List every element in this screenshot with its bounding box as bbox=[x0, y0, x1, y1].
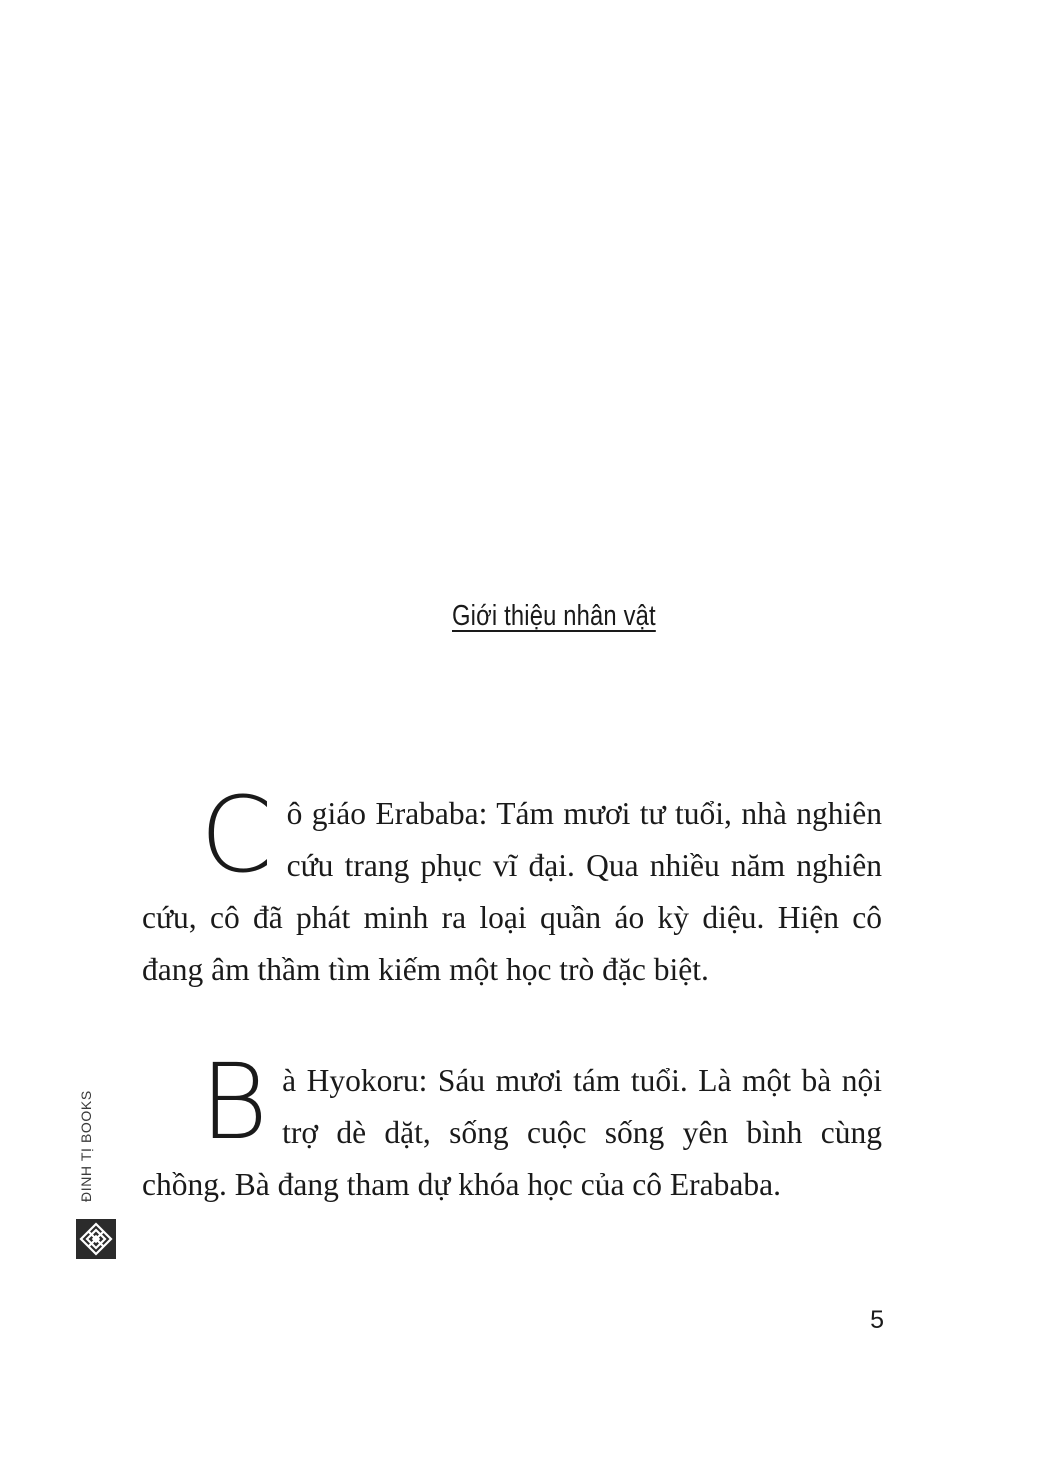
paragraph-text: ô giáo Erababa: Tám mươi tư tuổi, nhà nghiên cứu trang phục vĩ đại. Qua nhiều năm nghiên cứu, cô đã phát minh ra loại quần áo kỳ diệu. Hiện cô đang âm thầm tìm kiếm một học trò đặc biệt. bbox=[142, 796, 882, 987]
character-intro-paragraph bbox=[142, 1041, 882, 1211]
page-number: 5 bbox=[870, 1306, 884, 1334]
paragraph-text: à Hyokoru: Sáu mươi tám tuổi. Là một bà nội trợ dè dặt, sống cuộc sống yên bình cùng chồng. Bà đang tham dự khóa học của cô Erababa. bbox=[142, 1063, 882, 1202]
drop-cap: B bbox=[200, 1041, 269, 1163]
publisher-name: ĐINH TỊ BOOKS bbox=[78, 1090, 94, 1202]
section-heading: Giới thiệu nhân vật bbox=[452, 600, 656, 632]
character-intro-paragraph bbox=[142, 774, 882, 996]
publisher-logo-icon bbox=[76, 1219, 116, 1259]
drop-cap: C bbox=[200, 774, 273, 896]
